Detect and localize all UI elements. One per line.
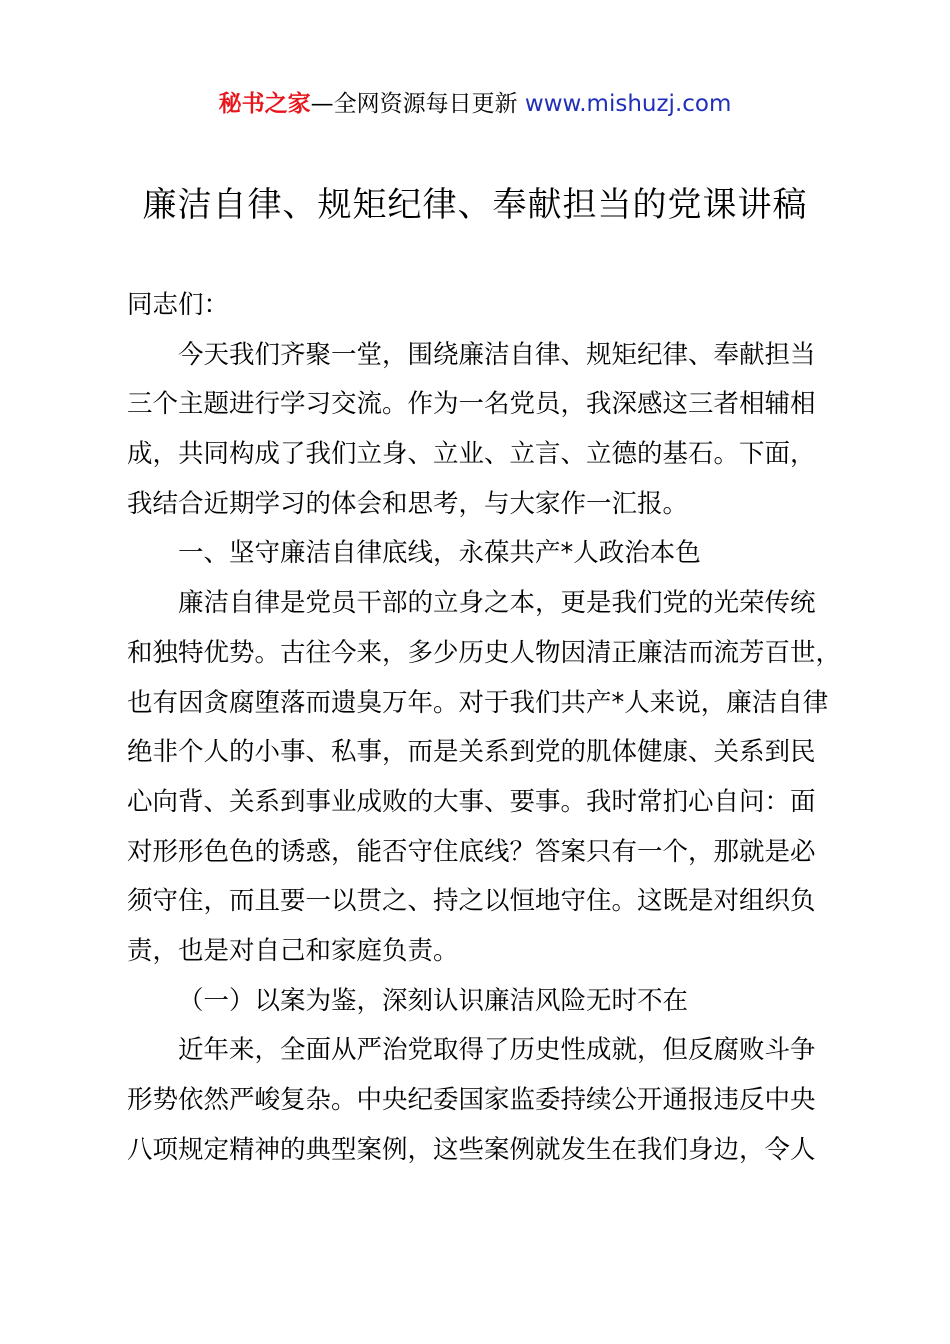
paragraph-line: 对形形色色的诱惑，能否守住底线？答案只有一个，那就是必 [127,836,816,867]
brand-name: 秘书之家 [218,91,311,117]
paragraph-line: 绝非个人的小事、私事，而是关系到党的肌体健康、关系到民 [127,737,816,768]
paragraph-line: 今天我们齐聚一堂，围绕廉洁自律、规矩纪律、奉献担当 [178,339,816,370]
paragraph-line: 近年来，全面从严治党取得了历史性成就，但反腐败斗争 [178,1035,816,1066]
paragraph-line: 心向背、关系到事业成败的大事、要事。我时常扪心自问：面 [127,786,816,817]
paragraph-line: 和独特优势。古往今来，多少历史人物因清正廉洁而流芳百世， [127,637,842,668]
paragraph-line: 须守住，而且要一以贯之、持之以恒地守住。这既是对组织负 [127,886,816,917]
paragraph-line: 形势依然严峻复杂。中央纪委国家监委持续公开通报违反中央 [127,1085,816,1115]
paragraph-line: 我结合近期学习的体会和思考，与大家作一汇报。 [127,488,689,519]
document-title: 廉洁自律、规矩纪律、奉献担当的党课讲稿 [142,185,808,225]
page-header [0,86,950,122]
paragraph-line: 八项规定精神的典型案例，这些案例就发生在我们身边，令人 [127,1134,816,1165]
section-heading: 一、坚守廉洁自律底线，永葆共产*人政治本色 [178,538,701,569]
paragraph-line: 责，也是对自己和家庭负责。 [127,935,459,966]
document-body [127,281,847,1175]
paragraph-line: 三个主题进行学习交流。作为一名党员，我深感这三者相辅相 [127,389,816,420]
salutation: 同志们： [127,290,230,320]
paragraph-line: 也有因贪腐堕落而遗臭万年。对于我们共产*人来说，廉洁自律 [127,687,829,718]
header-tagline: —全网资源每日更新 [310,91,525,117]
paragraph-line: 成，共同构成了我们立身、立业、立言、立德的基石。下面， [127,439,816,470]
paragraph-line: 廉洁自律是党员干部的立身之本，更是我们党的光荣传统 [178,588,816,619]
subsection-heading: （一）以案为鉴，深刻认识廉洁风险无时不在 [178,985,689,1016]
site-url-link[interactable]: www.mishuzj.com [524,91,732,117]
